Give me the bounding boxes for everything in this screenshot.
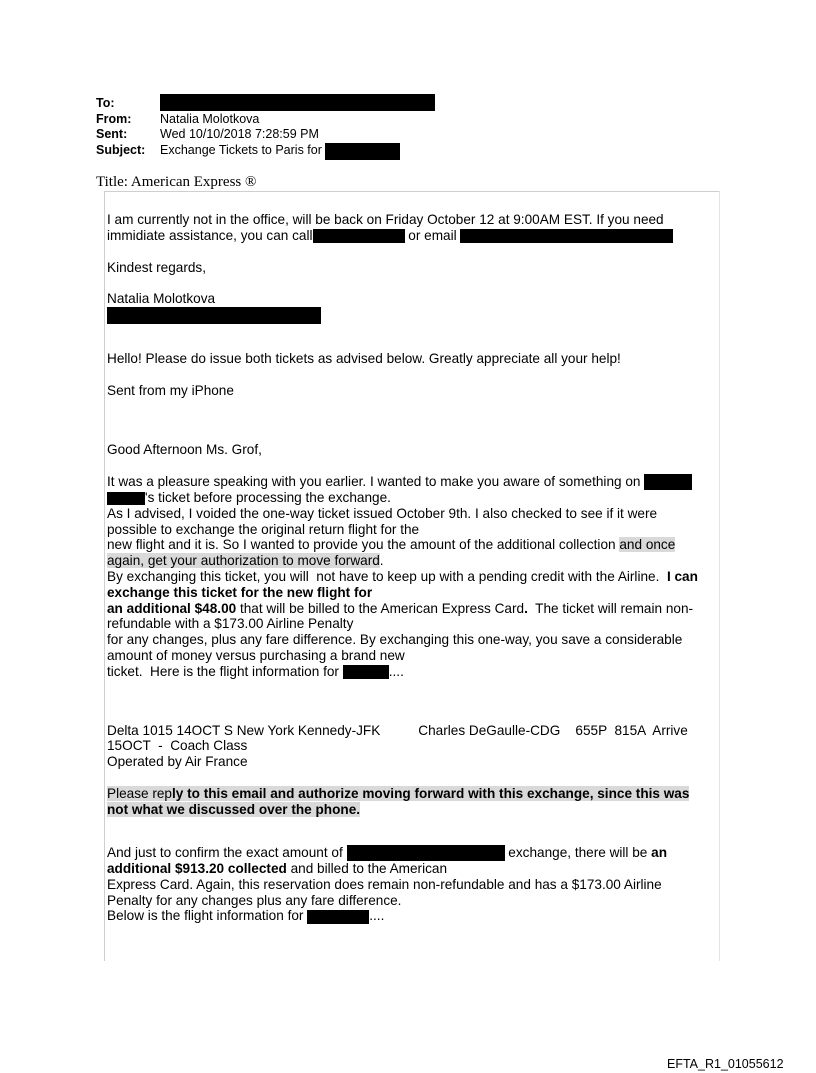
para3-line-7: [107, 664, 719, 680]
reply-line-1: [107, 786, 719, 802]
redacted-phone: [313, 229, 405, 243]
para3-line-2: [107, 585, 719, 601]
ooo-line-1: I am currently not in the office, will be back on Friday October 12 at 9:00AM EST. If you need: [107, 212, 664, 227]
reply-line-2: [107, 802, 719, 818]
redacted-passenger-1: [644, 474, 692, 490]
redacted-passenger-3: [343, 665, 389, 679]
confirm-e-end: ....: [369, 908, 385, 924]
para3-g: ticket. Here is the flight information for: [107, 663, 343, 679]
confirm-a-bold: an: [651, 844, 668, 860]
redacted-passenger-4: [307, 910, 369, 924]
sent-row: [96, 127, 435, 143]
para2-line-1: As I advised, I voided the one-way ticket issued October 9th. I also checked to see if it were: [107, 505, 658, 521]
ooo-line-2-a: immidiate assistance, you can call: [107, 227, 313, 243]
redacted-signature: [107, 307, 321, 324]
para3-a: By exchanging this ticket, you will not have to keep up with a pending credit with the Airline.: [107, 568, 667, 584]
redacted-passenger-2: [107, 492, 145, 505]
reply-a-bold: ly to this email and authorize moving forward with this exchange, since this was: [172, 785, 690, 801]
para2-d-highlight: again, get your authorization to move forward: [107, 553, 380, 569]
redacted-email: [460, 229, 673, 243]
sent-from-iphone: Sent from my iPhone: [107, 382, 234, 398]
subject-row: [96, 143, 435, 159]
signature-redaction-line: [107, 307, 719, 324]
confirm-e: Below is the flight information for: [107, 908, 308, 924]
para1-line-2: [107, 490, 719, 506]
to-row: [96, 96, 435, 112]
para3-a-bold: I can: [666, 568, 698, 584]
message-body: [107, 212, 719, 924]
confirm-a: And just to confirm the exact amount of: [107, 844, 347, 860]
para3-c2: The ticket will remain non-: [527, 600, 694, 616]
to-label: To:: [96, 96, 115, 110]
message-frame-top: [104, 191, 720, 192]
regards: Kindest regards,: [107, 259, 206, 275]
para2-d-end: .: [379, 553, 384, 569]
title-line: Title: American Express ®: [96, 174, 257, 190]
sent-value: Wed 10/10/2018 7:28:59 PM: [160, 127, 319, 141]
flight-1-origin: Delta 1015 14OCT S New York Kennedy-JFK: [107, 722, 381, 738]
flight-1-destination: Charles DeGaulle-CDG 655P 815A Arrive: [418, 722, 688, 738]
para2-c-highlight: and once: [619, 537, 676, 553]
para3-line-6: amount of money versus purchasing a brand new: [107, 647, 405, 663]
para3-line-1: [107, 569, 719, 585]
para3-line-4: refundable with a $173.00 Airline Penalty: [107, 616, 354, 632]
confirm-line-5: [107, 908, 719, 924]
confirm-line-4: Penalty for any changes plus any fare difference.: [107, 892, 402, 908]
from-label: From:: [96, 111, 132, 126]
para2-line-4: [107, 553, 719, 569]
greeting: Good Afternoon Ms. Grof,: [107, 441, 262, 457]
redacted-recipient: [160, 94, 435, 111]
confirm-line-2: [107, 861, 719, 877]
message-frame-right: [719, 191, 720, 961]
para3-b-bold: exchange this ticket for the new flight for: [107, 584, 373, 600]
flight-1-line-3: Operated by Air France: [107, 754, 248, 770]
para2-c: new flight and it is. So I wanted to provide you the amount of the additional collection: [107, 537, 620, 553]
para3-c: that will be billed to the American Express Card: [236, 600, 525, 616]
hello-line: Hello! Please do issue both tickets as advised below. Greatly appreciate all your help!: [107, 351, 621, 367]
flight-1-line-2: 15OCT - Coach Class: [107, 738, 248, 754]
document-id: EFTA_R1_01055612: [667, 1057, 784, 1071]
redacted-subject-name: [325, 143, 400, 160]
message-frame-left: [104, 191, 105, 961]
para1-b: 's ticket before processing the exchange.: [145, 489, 391, 505]
flight-1-line-1: [107, 723, 719, 739]
confirm-b-bold: additional $913.20 collected: [107, 860, 287, 876]
signature-name: Natalia Molotkova: [107, 291, 216, 307]
para3-c-dot: .: [524, 600, 528, 616]
from-row: [96, 112, 435, 128]
para3-c-bold: an additional $48.00: [107, 600, 237, 616]
ooo-line-2: [107, 228, 719, 244]
para2-line-2: possible to exchange the original return flight for the: [107, 521, 420, 537]
subject-value: Exchange Tickets to Paris for: [160, 142, 326, 157]
confirm-a2: exchange, there will be: [504, 844, 652, 860]
ooo-line-2-b: or email: [404, 227, 461, 243]
email-header: [96, 96, 435, 158]
reply-a: Please rep: [107, 785, 172, 801]
reply-b-bold: not what we discussed over the phone.: [107, 801, 361, 817]
para3-g-end: ....: [388, 663, 404, 679]
confirm-line-1: [107, 845, 719, 861]
para2-line-3: [107, 537, 719, 553]
para3-line-3: [107, 601, 719, 617]
para3-line-5: for any changes, plus any fare difference. By exchanging this one-way, you save a considerable: [107, 632, 683, 648]
subject-label: Subject:: [96, 142, 146, 157]
confirm-line-3: Express Card. Again, this reservation does remain non-refundable and has a $173.00 Airline: [107, 876, 662, 892]
sent-label: Sent:: [96, 127, 128, 141]
para1-line-1: [107, 474, 719, 490]
para1-a: It was a pleasure speaking with you earlier. I wanted to make you aware of something on: [107, 473, 641, 489]
from-value: Natalia Molotkova: [160, 111, 260, 126]
redacted-confirm-name: [347, 845, 505, 861]
confirm-b: and billed to the American: [286, 860, 448, 876]
